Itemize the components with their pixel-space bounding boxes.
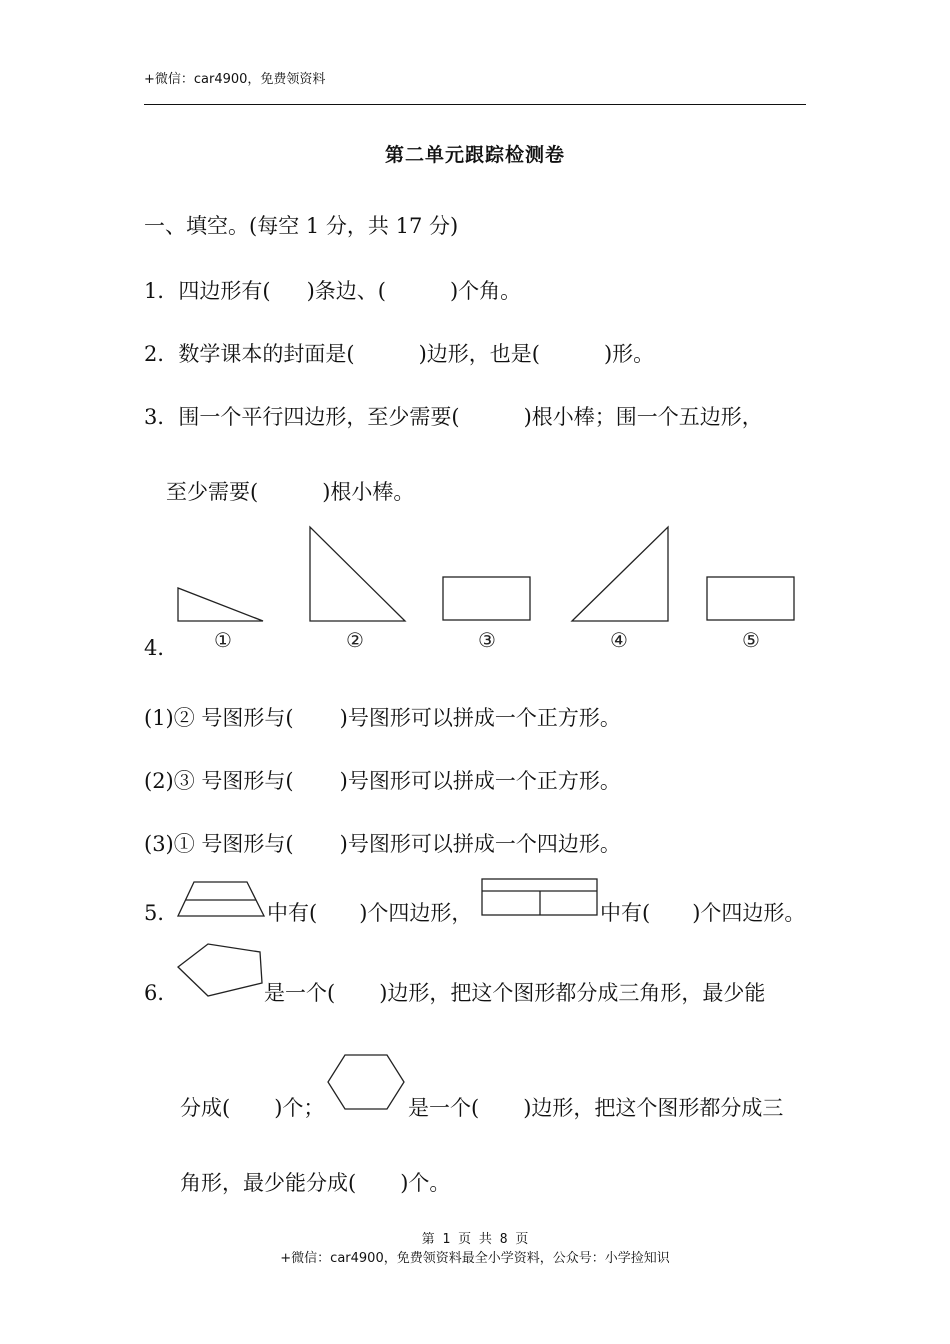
q4-sub1-a: (1)② 号图形与( <box>144 706 294 730</box>
shape-3-rectangle <box>443 577 530 620</box>
q4-sub2-a: (2)③ 号图形与( <box>144 769 294 793</box>
q4-sub-1 <box>144 702 621 732</box>
q6-text-a: 是一个( <box>264 981 336 1005</box>
q4-sub-2 <box>144 765 621 795</box>
hexagon-figure <box>328 1055 404 1109</box>
q4-sub-3 <box>144 828 621 858</box>
shape-label-5: ⑤ <box>742 628 760 652</box>
shape-label-3: ③ <box>478 628 496 652</box>
q6-text-e: 是一个( <box>408 1096 480 1120</box>
q4-sub1-b: )号图形可以拼成一个正方形。 <box>339 706 621 730</box>
q6-text-d: )个； <box>274 1096 325 1120</box>
q3-number: 3． <box>144 405 179 429</box>
section-heading: 一、填空。(每空 1 分，共 17 分) <box>144 214 459 238</box>
q6-text-b: )边形，把这个图形都分成三角形，最少能 <box>379 981 766 1005</box>
trapezoid-figure <box>178 882 264 916</box>
shape-2-triangle <box>310 527 405 621</box>
question-5-part2 <box>600 897 805 927</box>
shape-label-4: ④ <box>610 628 628 652</box>
q6-text-h: )个。 <box>400 1171 451 1195</box>
question-6-line2a <box>180 1092 324 1122</box>
q2-text-c: )形。 <box>603 342 655 366</box>
q1-text-b: )条边、( <box>306 279 386 303</box>
q5-text-d: )个四边形。 <box>692 901 806 925</box>
q4-sub2-b: )号图形可以拼成一个正方形。 <box>339 769 621 793</box>
question-6-line3 <box>180 1167 450 1197</box>
header-text: +微信：car4900，免费领资料 <box>144 72 326 87</box>
question-6-line1 <box>264 977 765 1007</box>
shape-5-rectangle <box>707 577 794 620</box>
q2-number: 2． <box>144 342 179 366</box>
q3-text-c: 至少需要( <box>166 480 259 504</box>
q6-text-f: )边形，把这个图形都分成三 <box>523 1096 784 1120</box>
q4-sub3-a: (3)① 号图形与( <box>144 832 294 856</box>
pentagon-figure <box>178 944 262 996</box>
q1-number: 1． <box>144 279 179 303</box>
q1-text-c: )个角。 <box>449 279 522 303</box>
q3-text-d: )根小棒。 <box>322 480 415 504</box>
q5-text-b: )个四边形， <box>359 901 473 925</box>
q1-text-a: 四边形有( <box>178 279 271 303</box>
q2-text-b: )边形，也是( <box>418 342 540 366</box>
q6-text-g: 角形，最少能分成( <box>180 1171 357 1195</box>
question-6-line2b <box>408 1092 783 1122</box>
shape-label-2: ② <box>346 628 364 652</box>
q4-number: 4． <box>144 636 179 660</box>
q5-text-c: 中有( <box>600 901 651 925</box>
q6-number: 6． <box>144 981 179 1005</box>
shape-label-1: ① <box>214 628 232 652</box>
q4-sub3-b: )号图形可以拼成一个四边形。 <box>339 832 621 856</box>
q3-text-a: 围一个平行四边形，至少需要( <box>178 405 460 429</box>
q5-number: 5． <box>144 901 179 925</box>
page-title: 第二单元跟踪检测卷 <box>384 144 565 166</box>
shape-1-triangle <box>178 588 263 621</box>
shape-4-triangle <box>572 527 668 621</box>
footer-page-number: 第 1 页 共 8 页 <box>421 1232 529 1247</box>
q5-text-a: 中有( <box>267 901 318 925</box>
q2-text-a: 数学课本的封面是( <box>178 342 355 366</box>
footer-note: +微信：car4900，免费领资料最全小学资料，公众号：小学捡知识 <box>280 1251 670 1266</box>
q6-text-c: 分成( <box>180 1096 231 1120</box>
q3-text-b: )根小棒；围一个五边形， <box>523 405 763 429</box>
question-5-part1 <box>267 897 472 927</box>
